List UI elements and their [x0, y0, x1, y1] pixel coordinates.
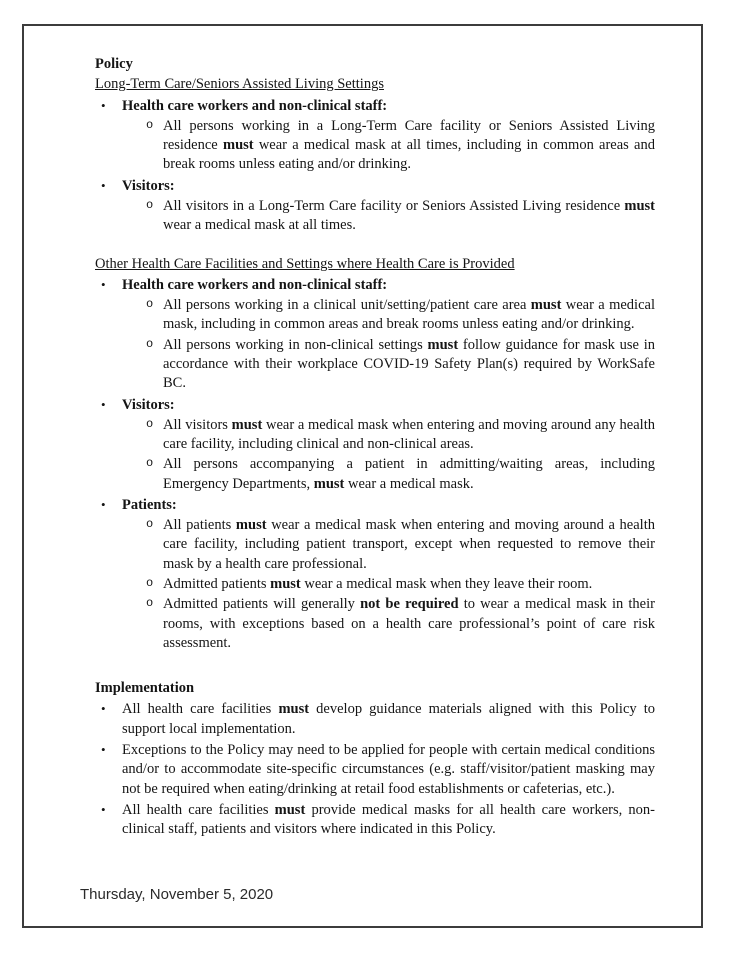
- spacer: [95, 237, 655, 254]
- paragraph-text: Exceptions to the Policy may need to be applied for people with certain medical conditions and/or to accommodate site-specific circumstances (e.g. staff/visitor/patient masking may not be required when eating/drinking at retail food establishments or cafeterias, etc.).: [122, 742, 655, 797]
- footer-date: Thursday, November 5, 2020: [80, 886, 274, 903]
- bullet-marker-icon: •: [101, 396, 106, 412]
- bullet-marker-icon: •: [101, 801, 106, 817]
- paragraph-text: Health care workers and non-clinical staff:: [122, 276, 388, 293]
- bullet-marker-icon: •: [101, 701, 106, 717]
- implementation-heading: [95, 679, 655, 698]
- policy-heading: [95, 55, 655, 74]
- circle-marker-icon: o: [146, 297, 154, 312]
- paragraph-text: Long-Term Care/Seniors Assisted Living Settings: [95, 76, 384, 93]
- paragraph-text: Other Health Care Facilities and Settings where Health Care is Provided: [95, 255, 515, 272]
- bullet-visitors-other: [95, 396, 655, 415]
- paragraph-text: All health care facilities must develop guidance materials aligned with this Policy to support local implementation.: [122, 701, 656, 737]
- paragraph-text: All health care facilities must provide medical masks for all health care workers, non-clinical staff, patients and visitors where indicated in this Policy.: [122, 801, 656, 838]
- sub-bullet: [95, 336, 655, 394]
- spacer: [95, 654, 655, 678]
- paragraph-text: Visitors:: [122, 177, 175, 194]
- paragraph-text: Visitors:: [122, 396, 175, 413]
- section-heading-other-facilities: [95, 255, 655, 274]
- bullet-implementation-1: [95, 700, 655, 739]
- paragraph-text: All persons working in a clinical unit/setting/patient care area must wear a medical mask, including in common areas and break rooms unless eating and/or drinking.: [163, 297, 655, 333]
- paragraph-text: All persons working in non-clinical settings must follow guidance for mask use in accordance with their workplace COVID-19 Safety Plan(s) required by WorkSafe BC.: [163, 336, 655, 392]
- sub-bullet: [95, 117, 655, 175]
- section-heading-ltc: [95, 75, 655, 94]
- sub-bullet: [95, 197, 655, 236]
- circle-marker-icon: o: [146, 596, 154, 611]
- sub-bullet: [95, 516, 655, 574]
- sub-bullet: [95, 455, 655, 494]
- paragraph-text: Patients:: [122, 496, 177, 513]
- bullet-marker-icon: •: [101, 742, 106, 757]
- sub-bullet: [95, 575, 655, 594]
- paragraph-text: All patients must wear a medical mask when entering and moving around a health care facility, including patient transport, except when requested to remove their mask by a health care professional.: [163, 517, 655, 572]
- paragraph-text: Policy: [95, 56, 133, 72]
- bullet-marker-icon: •: [101, 97, 106, 113]
- circle-marker-icon: o: [146, 576, 154, 591]
- sub-bullet: [95, 296, 655, 335]
- document-page-border: [22, 24, 703, 928]
- circle-marker-icon: o: [146, 456, 154, 471]
- bullet-implementation-2: [95, 741, 655, 799]
- circle-marker-icon: o: [146, 416, 154, 431]
- paragraph-text: Admitted patients must wear a medical mask when they leave their room.: [163, 576, 593, 593]
- document-content: [95, 55, 655, 840]
- circle-marker-icon: o: [146, 117, 154, 132]
- circle-marker-icon: o: [146, 336, 154, 351]
- sub-bullet: [95, 416, 655, 455]
- sub-bullet: [95, 595, 655, 653]
- bullet-implementation-3: [95, 801, 655, 840]
- paragraph-text: Implementation: [95, 680, 195, 697]
- bullet-marker-icon: •: [101, 177, 106, 193]
- paragraph-text: All visitors must wear a medical mask when entering and moving around any health care facility, including clinical and non-clinical areas.: [163, 416, 655, 453]
- paragraph-text: All persons working in a Long-Term Care facility or Seniors Assisted Living residence must wear a medical mask at all times, including in common areas and break rooms unless eating and/or drinking.: [163, 117, 655, 173]
- bullet-marker-icon: •: [101, 276, 106, 292]
- paragraph-text: Health care workers and non-clinical staff:: [122, 97, 388, 114]
- circle-marker-icon: o: [146, 517, 154, 532]
- bullet-patients: [95, 496, 655, 515]
- circle-marker-icon: o: [146, 197, 154, 212]
- paragraph-text: All persons accompanying a patient in admitting/waiting areas, including Emergency Departments, must wear a medical mask.: [163, 456, 655, 492]
- paragraph-text: All visitors in a Long-Term Care facility or Seniors Assisted Living residence must wear a medical mask at all times.: [163, 197, 655, 234]
- bullet-hcw-ltc: [95, 97, 655, 116]
- paragraph-text: Admitted patients will generally not be required to wear a medical mask in their rooms, with exceptions based on a health care professional’s point of care risk assessment.: [163, 596, 655, 651]
- bullet-hcw-other: [95, 276, 655, 295]
- bullet-visitors-ltc: [95, 177, 655, 196]
- bullet-marker-icon: •: [101, 496, 106, 512]
